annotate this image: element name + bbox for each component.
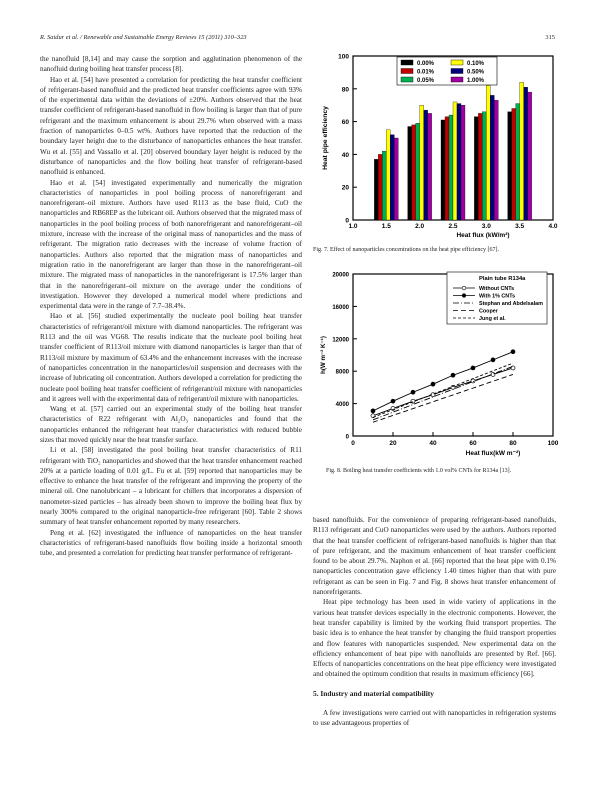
x-axis-label: Heat flux (kW/m²): [456, 232, 510, 239]
running-title: R. Saidur et al. / Renewable and Sustainable Energy Reviews 15 (2011) 310–323: [40, 34, 247, 41]
bar: [408, 127, 412, 220]
x-tick-label: 3.5: [515, 223, 525, 230]
y-tick-label: 16000: [332, 304, 349, 311]
bar: [449, 115, 453, 220]
bar: [382, 151, 386, 220]
section-heading: 5. Industry and material compatibility: [313, 688, 434, 698]
bar: [508, 112, 512, 220]
paragraph: Hao et al. [54] investigated experimentally and numerically the migration characteristics of nanoparticles in pool boiling process of nanorefrigerant and nanorefrigerant–oil mixture. Authors have used R113 as the base fluid, CuO the nanoparticles and RB68EP as the lubricant oil. Authors observed that the migrated mass of nanoparticles in the pool boiling process of both nanorefrigerant and nanorefrigerant–oil mixture, increase with the increase of the original mass of nanoparticles and the mass of refrigerant. The migration ratio decreases with the increase of volume fraction of nanoparticles. Authors also reported that the migration mass of nanoparticles and migration ratio in the nanorefrigerant are larger than those in the nanorefrigerant–oil mixture. The migrated mass of nanoparticles in the nanorefrigerant is 17.5% larger than that in the nanorefrigerant–oil mixture on the average under the conditions of investigation. However they developed a numerical model where predictions and experimental data were in the range of 7.7–38.4%.: [40, 178, 302, 311]
x-tick-label: 2.5: [448, 223, 458, 230]
bar: [494, 100, 498, 220]
x-tick-label: 40: [429, 440, 437, 447]
data-point: [511, 350, 515, 354]
bar: [416, 123, 420, 220]
x-tick-label: 60: [469, 440, 477, 447]
paragraph: the nanofluid [8,14] and may cause the sorption and agglutination phenomenon of the nanofluid during boiling heat transfer process [8].: [40, 55, 302, 74]
data-point: [391, 399, 395, 403]
x-tick-label: 1.0: [348, 223, 358, 230]
figure-7: [313, 52, 563, 245]
bar: [482, 112, 486, 220]
data-point: [471, 366, 475, 370]
y-tick-label: 60: [341, 119, 349, 127]
legend-label: Without CNTs: [479, 286, 515, 292]
paragraph: Hao et al. [56] studied experimentally the nucleate pool boiling heat transfer characteristics of refrigerant/oil mixture with diamond nanoparticles. The refrigerant was R113 and the oil was VG68. The results indicate that the nucleate pool boiling heat transfer coefficient of R113/oil mixture with diamond nanoparticles is larger than that of R113/oil mixture by maximum of 63.4% and the enhancement increases with the increase of nanoparticles concentration in the nanoparticles/oil suspension and decreases with the increase of lubricating oil concentration. Authors developed a correlation for predicting the nucleate pool boiling heat transfer coefficient of refrigerant/oil mixture with nanoparticles and it agrees well with the experimental data of refrigerant/oil mixture with nanoparticles.: [40, 312, 302, 403]
data-point: [491, 358, 495, 362]
legend-label: 1.00%: [467, 78, 485, 84]
y-tick-label: 12000: [332, 337, 349, 344]
x-tick-label: 20: [389, 440, 397, 447]
data-point: [411, 390, 415, 394]
fig8-caption: Fig. 8. Boiling heat transfer coefficients with 1.0 vol% CNTs for R134a [13].: [326, 468, 512, 474]
bar: [512, 108, 516, 220]
x-tick-label: 4.0: [548, 223, 558, 230]
fig7-caption: Fig. 7. Effect of nanoparticles concentrations on the heat pipe efficiency [67].: [313, 247, 500, 253]
left-column: [40, 54, 302, 559]
y-tick-label: 20000: [332, 272, 349, 279]
fig7-chart: [313, 52, 563, 240]
bar: [378, 154, 382, 220]
bar: [445, 117, 449, 220]
paragraph: Heat pipe technology has been used in wide variety of applications in the various heat transfer devices especially in the electronic components. However, the heat transfer capability is limited by the working fluid transport properties. The basic idea is to enhance the heat transfer by changing the fluid transport properties and flow features with nanoparticles suspended. New experimental data on the efficiency enhancement of heat pipe with nanofluids are presented by Ref. [66]. Effects of nanoparticles concentrations on the heat pipe efficiency were investigated and obtained the optimum condition that results in maximum efficiency [66].: [313, 598, 556, 679]
x-tick-label: 0: [351, 440, 355, 447]
bar: [374, 159, 378, 220]
bar: [524, 87, 528, 220]
legend-swatch: [451, 77, 463, 82]
legend-label: 0.05%: [417, 78, 435, 84]
legend-title: Plain tube R134a: [479, 276, 526, 282]
y-tick-label: 8000: [335, 369, 349, 376]
section-paragraph: A few investigations were carried out with nanoparticles in refrigeration systems to use advantageous properties of: [313, 709, 556, 728]
y-tick-label: 20: [341, 184, 349, 192]
legend-swatch: [401, 69, 413, 74]
bar: [520, 82, 524, 220]
data-point: [371, 409, 375, 413]
bar: [386, 130, 390, 220]
bar: [461, 105, 465, 220]
legend-label: Stephan and Abdelsalam: [479, 301, 543, 307]
legend-label: Jung et al.: [479, 316, 506, 322]
paragraph: Wang et al. [57] carried out an experimental study of the boiling heat transfer characteristics of R22 refrigerant with Al₂O₃ nanoparticles and found that the nanoparticles enhanced the refrigerant heat transfer characteristics with reduced bubble sizes that moved quickly near the heat transfer surface.: [40, 405, 302, 444]
legend-swatch: [451, 69, 463, 74]
x-tick-label: 100: [547, 440, 559, 447]
data-point: [431, 382, 435, 386]
bar: [490, 95, 494, 220]
paragraph: Hao et al. [54] have presented a correlation for predicting the heat transfer coefficient of refrigerant-based nanofluid and the predicted heat transfer coefficients agree with 93% of the experimental data within the deviations of ±20%. Authors observed that the heat transfer coefficient of refrigerant-based nanofluid in flow boiling is larger than that of pure refrigerant and the maximum enhancement is about 29.7% when observed with a mass fraction of nanoparticles 0–0.5 wt%. Authors have reported that the reduction of the boundary layer height due to the disturbance of nanoparticles enhances the heat transfer. Wu et al. [55] and Vassallo et al. [20] observed boundary layer height is reduced by the disturbance of nanoparticles and the flow boiling heat transfer of refrigerant-based nanofluid is enhanced.: [40, 75, 302, 177]
bar: [528, 92, 532, 220]
paragraph: Peng et al. [62] investigated the influence of nanoparticles on the heat transfer characteristics of refrigerant-based nanofluids flow boiling inside a horizontal smooth tube, and presented a correlation for predicting heat transfer performance of refrigerant-: [40, 528, 302, 558]
x-axis-label: Heat flux(kW m⁻²): [465, 450, 521, 457]
fig8-chart: [313, 268, 563, 460]
x-tick-label: 1.5: [381, 223, 391, 230]
bar: [441, 120, 445, 220]
y-tick-label: 40: [341, 151, 349, 159]
bar: [390, 135, 394, 220]
legend-label: 0.50%: [467, 69, 485, 76]
x-tick-label: 2.0: [415, 223, 425, 230]
data-point: [451, 373, 455, 377]
legend-marker: [462, 286, 466, 290]
legend-label: 0.01%: [417, 69, 435, 76]
x-tick-label: 80: [509, 440, 517, 447]
page-number: 315: [545, 34, 555, 41]
y-tick-label: 100: [338, 53, 349, 61]
bar: [486, 86, 490, 220]
paragraph: Li et al. [58] investigated the pool boiling heat transfer characteristics of R11 refrigerant with TiO₂ nanoparticles and showed that the heat transfer enhancement reached 20% at a particle loading of 0.01 g/L. Fu et al. [59] reported that nanoparticles may be effective to enhance the heat transfer of the refrigerant and improving the property of the mineral oil. One nanolubricant – a lubricant for chillers that incorporates a dispersion of nanometer-sized particles – has already been shown to improve the boiling heat flux by nearly 300% compared to the original nanoparticle-free refrigerant [60]. Table 2 shows summary of heat transfer enhancement reported by many researchers.: [40, 446, 302, 527]
y-tick-label: 80: [341, 86, 349, 94]
y-tick-label: 0: [345, 217, 349, 225]
figure-8: [313, 268, 563, 465]
paragraph: based nanofluids. For the convenience of preparing refrigerant-based nanofluids, R113 refrigerant and CuO nanoparticles were used by the authors. Authors reported that the heat transfer coefficient of refrigerant-based nanofluids is higher than that of pure refrigerant, and the maximum enhancement of heat transfer coefficient found to be about 29.7%. Naphon et al. [66] reported that the heat pipe with 0.1% nanoparticles concentration gave efficiency 1.40 times higher than that with pure refrigerant as can be seen in Fig. 7 and Fig. 8 shows heat transfer enhancement of nanorefrigerants.: [313, 516, 556, 597]
legend-marker: [462, 294, 466, 298]
page-header: [40, 34, 555, 41]
legend-label: 0.00%: [417, 61, 435, 67]
bar: [394, 138, 398, 220]
bar: [474, 117, 478, 220]
bar: [516, 104, 520, 220]
legend-swatch: [401, 77, 413, 82]
bar: [428, 113, 432, 220]
y-tick-label: 4000: [335, 402, 349, 409]
bar: [478, 113, 482, 220]
bar: [453, 102, 457, 220]
legend-label: Cooper: [479, 308, 498, 315]
bar: [424, 110, 428, 220]
y-axis-label: h(W m⁻² K⁻¹): [320, 336, 327, 374]
x-tick-label: 3.0: [481, 223, 491, 230]
right-column: [313, 515, 556, 729]
legend-label: 0.10%: [467, 61, 485, 67]
bar: [420, 105, 424, 220]
legend-swatch: [401, 60, 413, 65]
legend-label: With 1% CNTs: [479, 293, 516, 300]
bar: [412, 125, 416, 220]
y-axis-label: Heat pipe efficiency: [322, 106, 329, 170]
y-tick-label: 0: [345, 434, 349, 441]
bar: [457, 104, 461, 220]
legend-swatch: [451, 60, 463, 65]
